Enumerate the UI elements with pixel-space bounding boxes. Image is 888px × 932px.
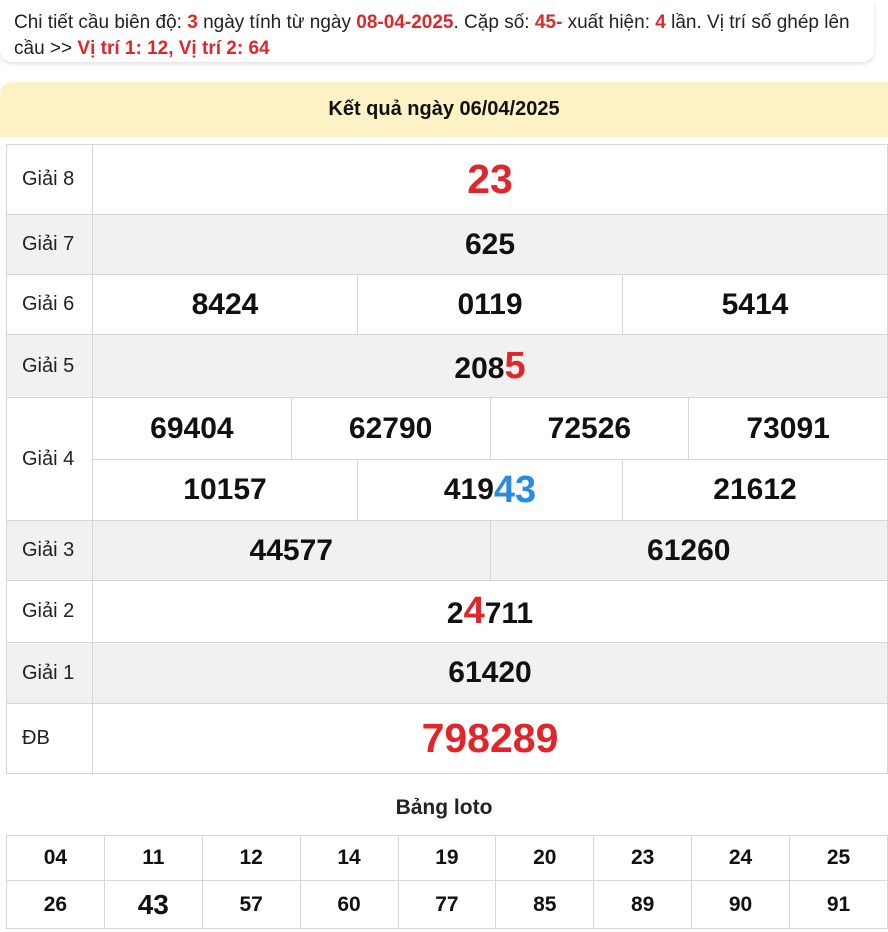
- special-prize-row: [7, 704, 888, 774]
- prize-8-row: [7, 145, 888, 215]
- loto-number: 85: [496, 881, 594, 929]
- loto-number: 14: [300, 836, 398, 881]
- prize-5-value: 2085: [93, 335, 888, 398]
- prize-4-value: 21612: [622, 460, 887, 520]
- prize-4-value: 69404: [150, 411, 234, 445]
- loto-row: [7, 836, 888, 881]
- prize-6-value: 0119: [357, 275, 622, 334]
- loto-number: 23: [594, 836, 692, 881]
- prize-label: Giải 3: [7, 521, 93, 581]
- loto-number: 20: [496, 836, 594, 881]
- info-text-3: . Cặp số:: [453, 12, 535, 33]
- bridge-info-text: [0, 0, 874, 62]
- info-text-5: lần. Vị trí số ghép lên cầu >>: [14, 12, 850, 59]
- prize-1-value: 61420: [93, 643, 888, 704]
- loto-number: 77: [398, 881, 496, 929]
- prize-label: Giải 6: [7, 275, 93, 335]
- prize-7-row: [7, 215, 888, 275]
- results-table: [6, 144, 888, 774]
- prize-4-value: 73091: [688, 398, 887, 459]
- loto-number: 90: [692, 881, 790, 929]
- prize-label: Giải 4: [7, 398, 93, 521]
- loto-number: 24: [692, 836, 790, 881]
- prize-6-row: [7, 275, 888, 335]
- loto-number: 11: [104, 836, 202, 881]
- prize-4-value: 72526: [490, 398, 689, 459]
- loto-table-title: Bảng loto: [395, 796, 493, 819]
- info-text-2: ngày tính từ ngày: [197, 12, 357, 33]
- loto-number-highlight: 43: [104, 881, 202, 929]
- prize-7-value: 625: [93, 215, 888, 275]
- prize-label: ĐB: [7, 704, 93, 774]
- loto-number: 19: [398, 836, 496, 881]
- loto-number: 12: [202, 836, 300, 881]
- loto-row: [7, 881, 888, 929]
- prize-3-value: 44577: [249, 533, 333, 567]
- prize-4-value: 419 43: [357, 460, 622, 520]
- bien-do-value: 3: [187, 12, 198, 33]
- prize-label: Giải 8: [7, 145, 93, 215]
- loto-number: 91: [790, 881, 888, 929]
- appear-count: 4: [655, 12, 666, 33]
- pair-number: 45-: [534, 12, 563, 33]
- prize-label: Giải 7: [7, 215, 93, 275]
- prize-6-value: 5414: [622, 275, 887, 334]
- loto-number: 25: [790, 836, 888, 881]
- prize-label: Giải 1: [7, 643, 93, 704]
- prize-label: Giải 5: [7, 335, 93, 398]
- prize-2-value: 24711: [93, 581, 888, 643]
- prize-4-row: [7, 398, 888, 460]
- prize-4-value: 10157: [183, 473, 267, 506]
- special-prize-value: 798289: [93, 704, 888, 774]
- loto-number-highlight: 89: [594, 881, 692, 929]
- prize-6-value: 8424: [191, 287, 259, 321]
- bridge-positions: Vị trí 1: 12, Vị trí 2: 64: [77, 38, 270, 59]
- prize-3-row: [7, 521, 888, 581]
- loto-table: [6, 835, 888, 929]
- loto-number: 26: [7, 881, 105, 929]
- prize-4-value: 62790: [291, 398, 490, 459]
- info-text-1: Chi tiết cầu biên độ:: [14, 12, 188, 33]
- loto-number: 60: [300, 881, 398, 929]
- start-date: 08-04-2025: [356, 12, 454, 33]
- prize-1-row: [7, 643, 888, 704]
- prize-label: Giải 2: [7, 581, 93, 643]
- prize-8-value: 23: [93, 145, 888, 215]
- prize-2-row: [7, 581, 888, 643]
- prize-4-row-2: [7, 460, 888, 521]
- result-date-heading: Kết quả ngày 06/04/2025: [0, 82, 888, 137]
- prize-3-value: 61260: [490, 521, 888, 580]
- loto-number: 57: [202, 881, 300, 929]
- prize-5-row: [7, 335, 888, 398]
- loto-number: 04: [7, 836, 105, 881]
- info-text-4: xuất hiện:: [562, 12, 656, 33]
